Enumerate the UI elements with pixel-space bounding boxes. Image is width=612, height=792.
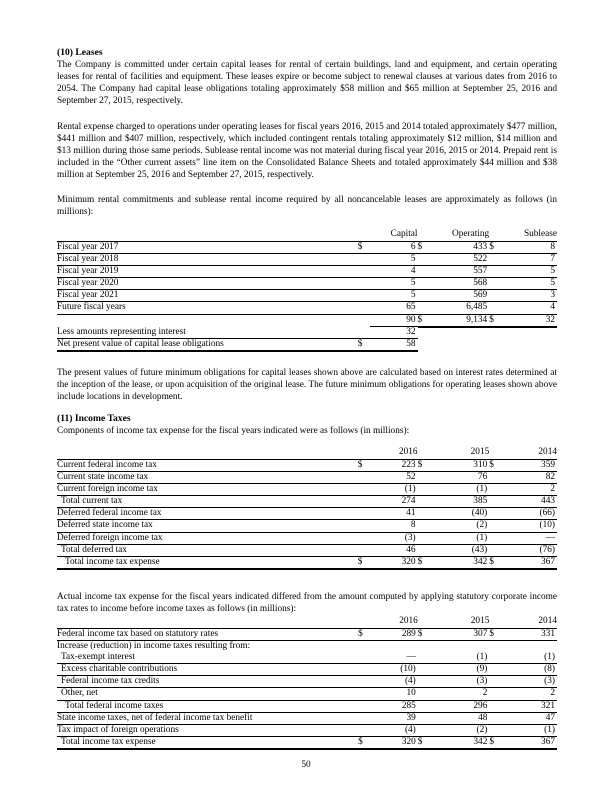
- table-row: Federal income tax based on statutory rates $ 289 $ 307 $ 331: [57, 629, 555, 639]
- column-header-2014: 2014: [501, 615, 557, 629]
- table-row: Federal income tax credits (4) (3) (3): [57, 676, 557, 688]
- column-header-sublease: Sublease: [501, 228, 557, 242]
- table-row: Deferred state income tax 8 (2) (10): [57, 520, 555, 531]
- lease-commitments-table: [57, 228, 557, 352]
- table-row: Tax-exempt interest — (1) (1): [57, 652, 557, 664]
- table-subtotal-row: Total deferred tax 46 (43) (76): [57, 544, 557, 556]
- income-tax-reconciliation-table: [57, 615, 557, 750]
- table-row: Deferred foreign income tax (3) (1) —: [57, 532, 555, 543]
- page-number: 50: [301, 760, 311, 770]
- table-row: Excess charitable contributions (10) (9) (8): [57, 664, 557, 676]
- table-row: Fiscal year 2021 5 569 3: [57, 290, 555, 301]
- table-header-row: [57, 615, 557, 629]
- table-row: Future fiscal years 65 6,485 4: [57, 302, 555, 313]
- table-header-row: [57, 228, 557, 242]
- leases-paragraph-1: The Company is committed under certain capital leases for rental of certain buildings, land and equipment, and certain operating leases for rental of facilities and equipment. These leases expire or become subject to renewal clauses at various dates from 2016 to 2054. The Company had capital lease obligations totaling approximately $58 million and $65 million at September 25, 2016 and September 27, 2015, respectively.: [57, 60, 557, 107]
- table-row: Current federal income tax $ 223 $ 310 $ 359: [57, 460, 555, 470]
- income-taxes-paragraph-1: Components of income tax expense for the fiscal years indicated were as follows (in millions):: [57, 426, 410, 436]
- table-header-row: [57, 446, 557, 460]
- leases-paragraph-4: The present values of future minimum obligations for capital leases shown above are calculated based on interest rates determined at the inception of the lease, or upon acquisition of the original lease. The future minimum obligations for operating leases shown above include locations in development.: [57, 368, 557, 403]
- income-tax-components-table: [57, 446, 557, 570]
- income-taxes-heading: (11) Income Taxes: [57, 413, 131, 424]
- table-total-row: 90 $ 9,134 $ 32: [57, 314, 557, 327]
- table-row: Current state income tax 52 76 82: [57, 472, 555, 483]
- table-subtotal-row: Total current tax 274 385 443: [57, 496, 557, 508]
- leases-paragraph-2: Rental expense charged to operations under operating leases for fiscal years 2016, 2015 and 2014 totaled approximately $477 million, $441 million and $407 million, respectively, which included contingent rentals totaling approximately $12 million, $14 million and $13 million during those same periods. Sublease rental income was not material during fiscal year 2016, 2015 or 2014. Prepaid rent is included in the “Other current assets” line item on the Consolidated Balance Sheets and totaled approximately $44 million and $38 million at September 25, 2016 and September 27, 2015, respectively.: [57, 122, 557, 181]
- column-header-2015: 2015: [430, 615, 490, 629]
- column-header-operating: Operating: [429, 228, 489, 242]
- table-subtotal-row: Total federal income taxes 285 296 321: [57, 700, 557, 712]
- column-header-2015: 2015: [430, 446, 490, 460]
- table-row: Tax impact of foreign operations (4) (2) (1): [57, 724, 555, 735]
- table-row: Net present value of capital lease obligations $ 58: [57, 339, 557, 352]
- leases-paragraph-3: Minimum rental commitments and sublease rental income required by all noncancelable leases are approximately as follows (in millions):: [57, 195, 557, 218]
- column-header-2016: 2016: [370, 446, 418, 460]
- table-row: Fiscal year 2018 5 522 7: [57, 254, 555, 265]
- table-row: Less amounts representing interest 32: [57, 326, 416, 338]
- table-total-row: Total income tax expense $ 320 $ 342 $ 367: [57, 556, 557, 569]
- column-header-2016: 2016: [370, 615, 418, 629]
- column-header-2014: 2014: [501, 446, 557, 460]
- table-total-row: Total income tax expense $ 320 $ 342 $ 367: [57, 736, 557, 749]
- table-row: Current foreign income tax (1) (1) 2: [57, 484, 555, 495]
- column-header-capital: Capital: [370, 228, 418, 242]
- table-row: Fiscal year 2020 5 568 5: [57, 278, 555, 289]
- leases-heading: (10) Leases: [57, 47, 103, 58]
- table-row: Other, net 10 2 2: [57, 688, 557, 700]
- table-row: Fiscal year 2017 $ 6 $ 433 $ 8: [57, 242, 555, 252]
- table-row: Increase (reduction) in income taxes resulting from:: [57, 641, 251, 652]
- table-row: Deferred federal income tax 41 (40) (66): [57, 508, 555, 519]
- income-taxes-paragraph-2: Actual income tax expense for the fiscal years indicated differed from the amount computed by applying statutory corporate income tax rates to income before income taxes as follows (in millions):: [57, 592, 557, 615]
- table-row: Fiscal year 2019 4 557 5: [57, 266, 555, 277]
- table-row: State income taxes, net of federal income tax benefit 39 48 47: [57, 712, 555, 723]
